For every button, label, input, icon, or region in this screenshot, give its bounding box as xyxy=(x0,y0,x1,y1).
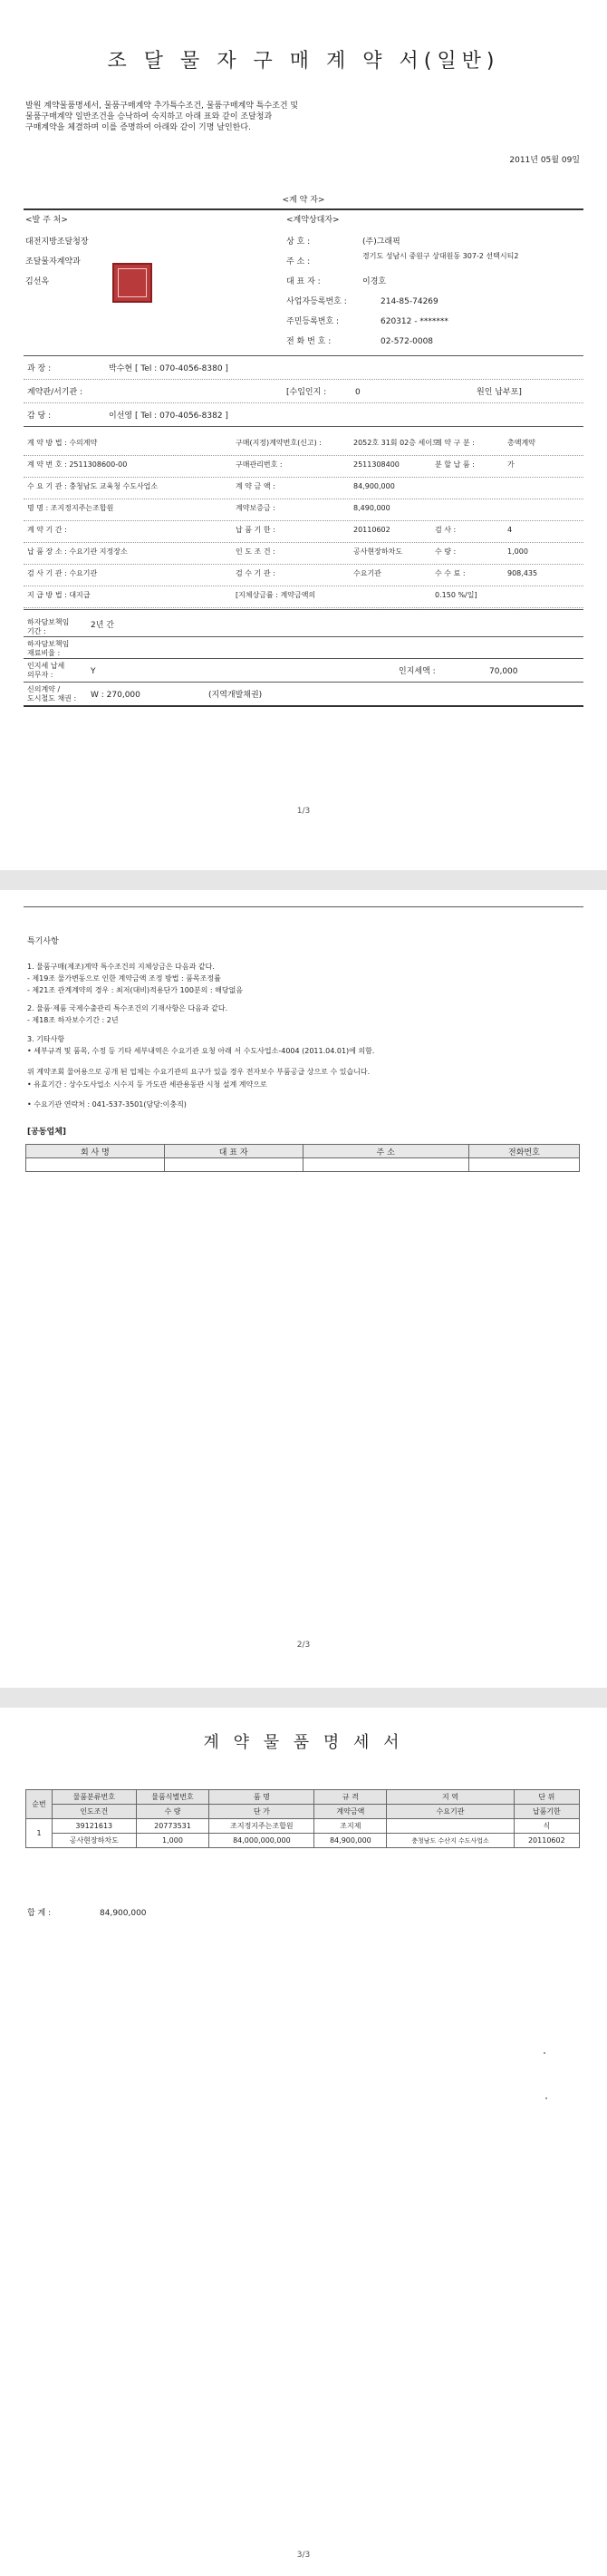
column-header: 인도조건 xyxy=(53,1805,137,1819)
column-header: 물품식별번호 xyxy=(136,1790,209,1805)
column-header: 품 명 xyxy=(209,1790,314,1805)
table-header-row xyxy=(26,1805,580,1819)
column-header: 주 소 xyxy=(303,1145,468,1158)
contractor-key: 주 소 : xyxy=(286,257,311,266)
special-notes-heading: 특기사항 xyxy=(27,937,59,946)
terms-cell: 8,490,000 xyxy=(353,504,390,512)
table-cell: 조지제 xyxy=(314,1819,387,1834)
contract-page-3 xyxy=(0,1708,607,2576)
terms-cell: 구매(지정)계약번호(신고) : xyxy=(236,439,323,447)
table-cell xyxy=(387,1819,514,1834)
table-header-row xyxy=(26,1790,580,1805)
terms-cell: 계 약 방 법 : 수의계약 xyxy=(27,439,98,447)
orderer-line: 조달물자계약과 xyxy=(25,257,81,266)
terms-cell: 검 수 기 관 : xyxy=(236,569,275,577)
terms-cell: 수 수 료 : xyxy=(435,569,466,577)
table-header-row xyxy=(26,1145,580,1158)
terms-cell: 0.150 %/일] xyxy=(435,591,477,599)
table-row xyxy=(26,1158,580,1172)
contractor-label: <계약상대자> xyxy=(286,216,340,225)
table-cell: 조지정지주는조합원 xyxy=(209,1819,314,1834)
terms-cell: 1,000 xyxy=(507,547,528,556)
terms-cell: 구매관리번호 : xyxy=(236,460,283,469)
column-header: 순번 xyxy=(26,1790,53,1819)
contract-date: 2011년 05월 09일 xyxy=(509,156,580,165)
terms-cell: 계약보증금 : xyxy=(236,504,275,512)
item-spec-title: 계 약 물 품 명 세 서 xyxy=(203,1733,404,1752)
column-header: 수 량 xyxy=(136,1805,209,1819)
column-header: 회 사 명 xyxy=(26,1145,165,1158)
column-header: 전화번호 xyxy=(468,1145,579,1158)
table-cell: 충청남도 수산지 수도사업소 xyxy=(387,1834,514,1848)
contract-page-2 xyxy=(0,890,607,1688)
note-line: - 제21조 관계계약의 경우 : 최저(대비)적용단가 100분의 : 해당없음 xyxy=(27,986,244,994)
terms-cell: 공사현장하차도 xyxy=(353,547,403,556)
page-number: 1/3 xyxy=(296,807,311,816)
terms-cell: 4 xyxy=(507,526,513,534)
terms-cell: 계 약 기 간 : xyxy=(27,526,67,534)
terms-cell: 총액계약 xyxy=(507,439,535,447)
column-header: 지 역 xyxy=(387,1790,514,1805)
orderer-line: 김선옥 xyxy=(25,277,50,286)
contractor-key: 대 표 자 : xyxy=(286,277,321,286)
table-cell: 식 xyxy=(514,1819,579,1834)
contract-title: 조 달 물 자 구 매 계 약 서(일반) xyxy=(107,50,500,73)
bond-value: W : 270,000 xyxy=(91,691,140,700)
column-header: 계약금액 xyxy=(314,1805,387,1819)
terms-cell: 계 약 구 분 : xyxy=(435,439,475,447)
contractor-value: 이경호 xyxy=(362,277,387,286)
info-key: [수입인지 : xyxy=(286,388,327,397)
column-header: 대 표 자 xyxy=(164,1145,303,1158)
table-cell: 20110602 xyxy=(514,1834,579,1848)
table-cell: 84,900,000 xyxy=(314,1834,387,1848)
stamp-duty-payer-value: Y xyxy=(91,667,96,676)
terms-cell: 검 사 기 관 : 수요기관 xyxy=(27,569,98,577)
note-line: 2. 물품·제품 국제수출관리 특수조건의 기재사항은 다음과 같다. xyxy=(27,1004,228,1012)
terms-cell: 908,435 xyxy=(507,569,538,577)
joint-company-heading: [공동업체] xyxy=(27,1128,67,1137)
note-line: • 수요기관 연락처 : 041-537-3501(담당:이충직) xyxy=(27,1100,187,1109)
info-key: 원인 납부포] xyxy=(477,388,522,397)
table-cell: 84,000,000,000 xyxy=(209,1834,314,1848)
note-line: 1. 물품구매(제조)계약 특수조건의 지체상금은 다음과 같다. xyxy=(27,963,215,971)
note-line: - 제19조 물가변동으로 인한 계약금액 조정 방법 : 품목조정률 xyxy=(27,974,221,983)
terms-cell: 인 도 조 건 : xyxy=(236,547,275,556)
table-row xyxy=(26,1819,580,1834)
table-cell: 39121613 xyxy=(53,1819,137,1834)
terms-cell: 지 급 방 법 : 대지급 xyxy=(27,591,91,599)
contract-page-1 xyxy=(0,0,607,870)
note-line: • 유효기간 : 상수도사업소 시수지 등 가도관 세관용동관 시청 설계 계약으로 xyxy=(27,1080,267,1089)
stamp-duty-payer-label: 인지세 납세 의무자 : xyxy=(27,662,65,679)
info-value: 0 xyxy=(355,388,361,397)
terms-cell: 20110602 xyxy=(353,526,390,534)
terms-cell: 분 할 납 품 : xyxy=(435,460,475,469)
note-line: 3. 기타사항 xyxy=(27,1035,65,1043)
parties-label: <계 약 자> xyxy=(282,196,325,205)
table-row xyxy=(26,1834,580,1848)
orderer-line: 대전지방조달청장 xyxy=(25,237,89,247)
bond-label: 신의계약 / 도시철도 채권 : xyxy=(27,685,77,702)
note-line: 위 계약조회 물어용으로 공개 된 업체는 수요기관의 요구가 있을 경우 전자보수 부품공급 상으로 수 있습니다. xyxy=(27,1068,371,1076)
bond-type: (지역개발채권) xyxy=(208,691,263,700)
stamp-duty-label: 인지세액 : xyxy=(399,667,436,676)
terms-cell: 명 명 : 조지정지주는조합원 xyxy=(27,504,114,512)
warranty-period-label: 하자담보책임 기간 : xyxy=(27,618,70,635)
terms-cell: 납 품 장 소 : 수요기관 지정장소 xyxy=(27,547,128,556)
contractor-key: 사업자등록번호 : xyxy=(286,297,347,306)
contractor-key: 상 호 : xyxy=(286,237,311,247)
official-seal-stamp xyxy=(112,263,152,303)
info-key: 감 당 : xyxy=(27,412,52,421)
terms-cell: 84,900,000 xyxy=(353,482,395,490)
total-value: 84,900,000 xyxy=(100,1909,147,1918)
intro-line: 물품구매계약 일반조건을 승낙하여 숙지하고 아래 표와 같이 조달청과 xyxy=(25,112,273,121)
table-cell: 1 xyxy=(26,1819,53,1848)
table-cell: 공사현장하차도 xyxy=(53,1834,137,1848)
column-header: 규 격 xyxy=(314,1790,387,1805)
total-label: 합 계 : xyxy=(27,1909,52,1918)
item-spec-table xyxy=(25,1789,580,1848)
contractor-value: 214-85-74269 xyxy=(381,297,438,306)
joint-company-table xyxy=(25,1144,580,1172)
column-header: 단 위 xyxy=(514,1790,579,1805)
info-value: 이선영 [ Tel : 070-4056-8382 ] xyxy=(109,412,228,421)
intro-line: 발원 계약물품명세서, 물품구매계약 추가특수조건, 물품구매계약 특수조건 및 xyxy=(25,102,299,111)
orderer-label: <발 주 처> xyxy=(25,216,68,225)
table-cell: 20773531 xyxy=(136,1819,209,1834)
intro-line: 구매계약을 체결하며 이를 증명하여 아래와 같이 기명 날인한다. xyxy=(25,123,251,132)
table-cell: 1,000 xyxy=(136,1834,209,1848)
contractor-key: 주민등록번호 : xyxy=(286,317,340,326)
terms-cell: 2052호 31회 02층 세이드 xyxy=(353,439,439,447)
contractor-value: 620312 - ******* xyxy=(381,317,448,326)
contractor-key: 전 화 번 호 : xyxy=(286,337,332,346)
terms-cell: 납 품 기 한 : xyxy=(236,526,275,534)
page-number: 2/3 xyxy=(296,1641,311,1650)
column-header: 물품분류번호 xyxy=(53,1790,137,1805)
terms-cell: 계 약 번 호 : 2511308600-00 xyxy=(27,460,128,469)
page-number: 3/3 xyxy=(296,2551,311,2560)
info-value: 박수현 [ Tel : 070-4056-8380 ] xyxy=(109,364,228,373)
terms-cell: 검 사 : xyxy=(435,526,457,534)
contractor-value: 경기도 성남시 중원구 상대원동 307-2 선택시티2 xyxy=(362,252,519,260)
terms-cell: 수 량 : xyxy=(435,547,457,556)
terms-cell: 수 요 기 관 : 충청남도 교육청 수도사업소 xyxy=(27,482,159,490)
info-key: 과 장 : xyxy=(27,364,52,373)
terms-cell: 2511308400 xyxy=(353,460,400,469)
contractor-value: (주)그래픽 xyxy=(362,237,400,247)
column-header: 수요기관 xyxy=(387,1805,514,1819)
terms-cell: 가 xyxy=(507,460,515,469)
warranty-ratio-label: 하자담보책임 재료비율 : xyxy=(27,640,70,657)
note-line: - 제18조 하자보수기간 : 2년 xyxy=(27,1016,119,1024)
terms-cell: 계 약 금 액 : xyxy=(236,482,275,490)
column-header: 단 가 xyxy=(209,1805,314,1819)
stamp-duty-value: 70,000 xyxy=(489,667,518,676)
note-line: • 세부규격 및 품목, 수정 등 기타 세부내역은 수요기관 요청 아래 서 수도사업소-4004 (2011.04.01)에 의함. xyxy=(27,1047,375,1055)
info-key: 계약관/서기관 : xyxy=(27,388,83,397)
contractor-value: 02-572-0008 xyxy=(381,337,434,346)
terms-cell: 수요기관 xyxy=(353,569,381,577)
warranty-period-value: 2년 간 xyxy=(91,621,114,630)
column-header: 납품기한 xyxy=(514,1805,579,1819)
terms-cell: [지체상금률 : 계약금액의 xyxy=(236,591,316,599)
